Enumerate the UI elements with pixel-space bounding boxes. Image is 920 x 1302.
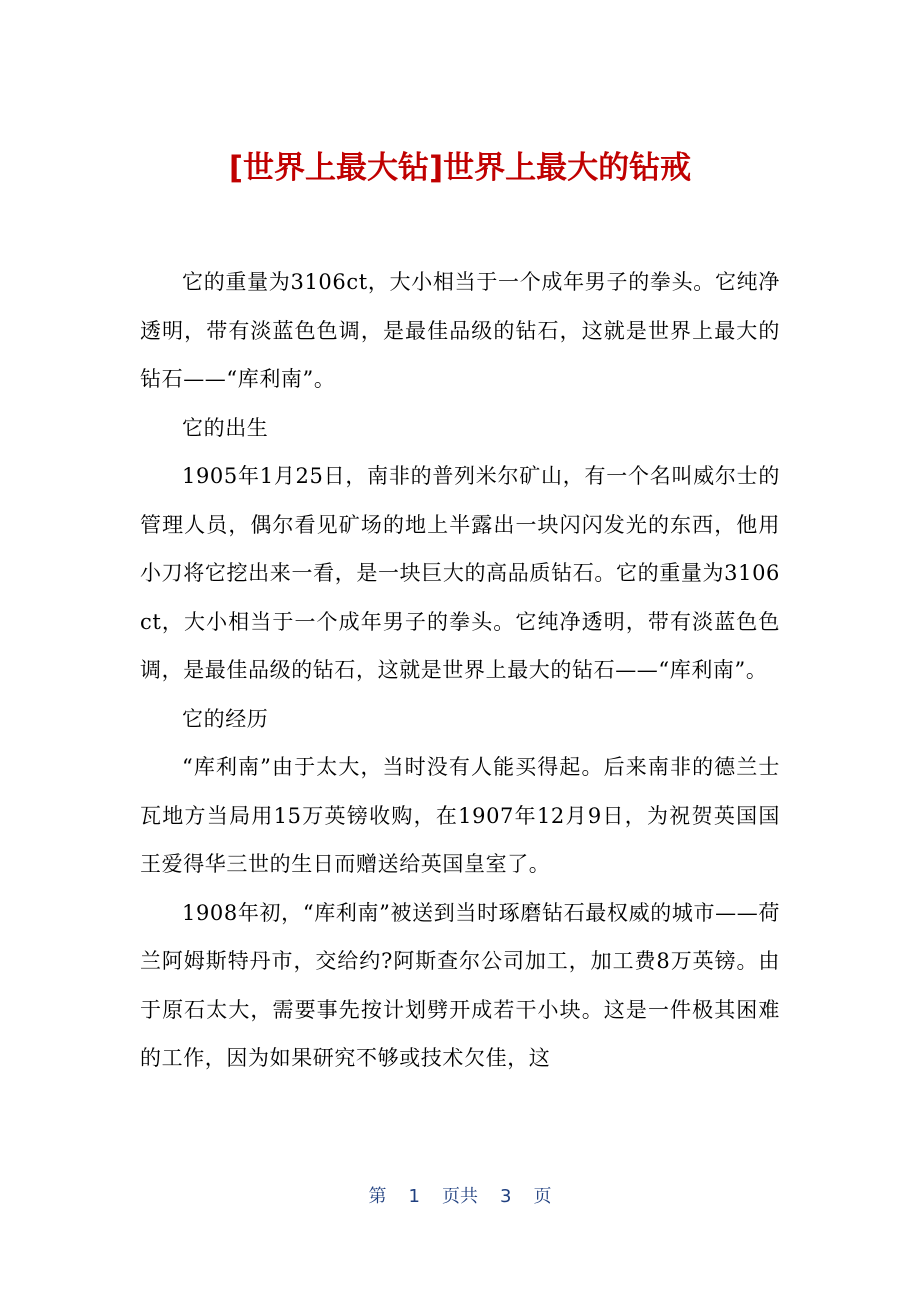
page-label-prefix: 第 (368, 1186, 387, 1207)
paragraph-cutting: 1908年初，“库利南”被送到当时琢磨钻石最权威的城市——荷兰阿姆斯特丹市，交给约?阿斯查尔公司加工，加工费8万英镑。由于原石太大，需要事先按计划劈开成若干小块。这是一件极其困难的工作，因为如果研究不够或技术欠佳，这 (140, 900, 780, 1070)
document-title: [世界上最大钻]世界上最大的钻戒 (228, 150, 692, 186)
paragraph-birth: 1905年1月25日，南非的普列米尔矿山，有一个名叫威尔士的管理人员，偶尔看见矿场的地上半露出一块闪闪发光的东西，他用小刀将它挖出来一看，是一块巨大的高品质钻石。它的重量为3106ct，大小相当于一个成年男子的拳头。它纯净透明，带有淡蓝色色调，是最佳品级的钻石，这就是世界上最大的钻石——“库利南”。 (140, 464, 780, 682)
section-heading-history: 它的经历 (182, 706, 269, 731)
document-body (140, 258, 780, 1083)
page-label-middle: 页共 (442, 1186, 478, 1207)
page-number-footer (0, 1184, 920, 1210)
section-heading-birth: 它的出生 (182, 415, 269, 440)
page-label-suffix: 页 (533, 1186, 552, 1207)
paragraph-history: “库利南”由于太大，当时没有人能买得起。后来南非的德兰士瓦地方当局用15万英镑收购，在1907年12月9日，为祝贺英国国王爱得华三世的生日而赠送给英国皇室了。 (140, 755, 780, 876)
current-page-number: 1 (408, 1186, 420, 1207)
paragraph-intro: 它的重量为3106ct，大小相当于一个成年男子的拳头。它纯净透明，带有淡蓝色色调，是最佳品级的钻石，这就是世界上最大的钻石——“库利南”。 (140, 270, 780, 391)
total-page-count: 3 (500, 1186, 512, 1207)
